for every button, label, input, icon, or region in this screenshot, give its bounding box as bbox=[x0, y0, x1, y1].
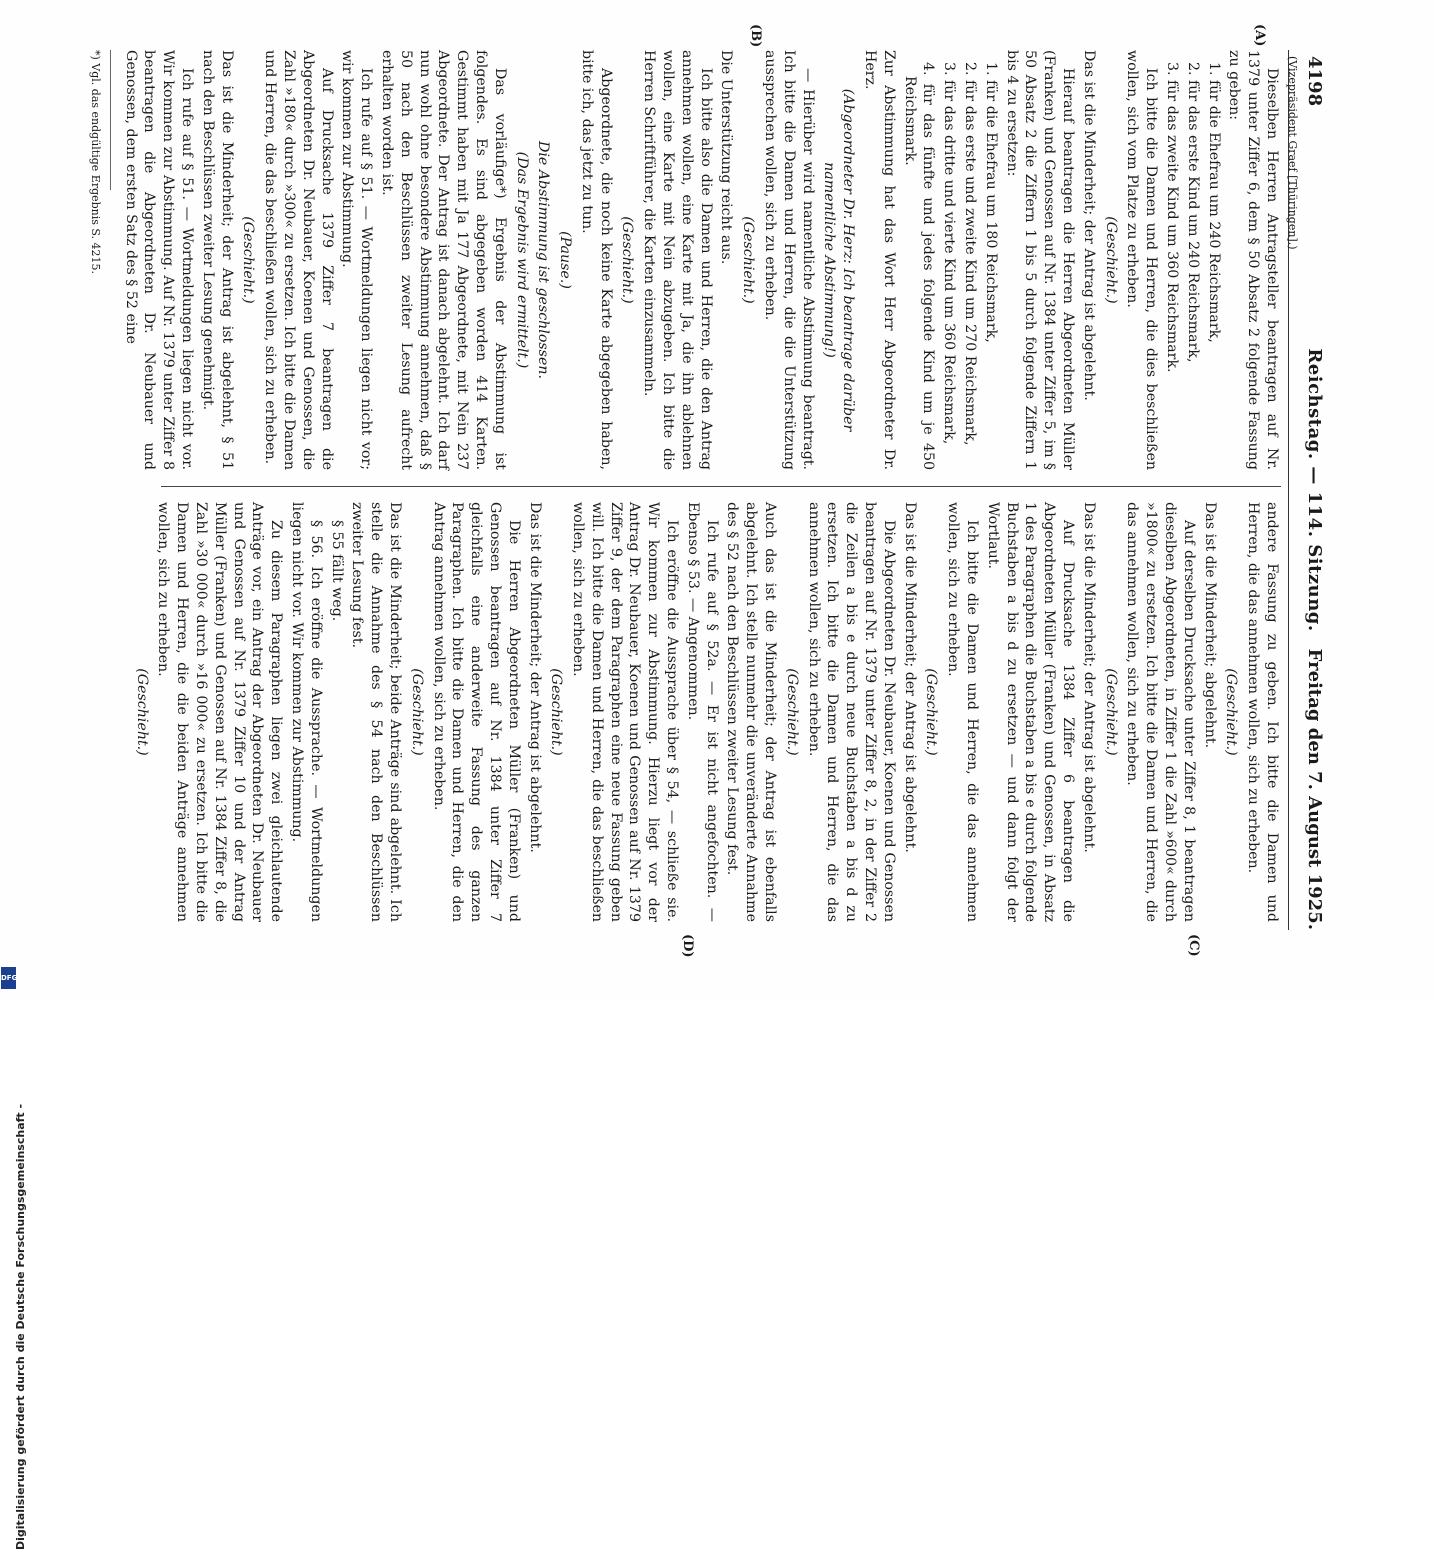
paragraph: Die Herren Abgeordneten Müller (Franken) und Genossen beantragen auf Nr. 1384 unter Ziffer 7 gleichfalls eine anderweite Fassung des ganzen Paragraphen. Ich bitte die Damen und Herren, die den Antrag annehmen wollen, sich zu erheben. bbox=[430, 502, 522, 922]
column-divider bbox=[161, 486, 1281, 487]
paragraph: Die Abstimmung ist geschlossen. bbox=[535, 141, 552, 379]
list-item: 1. für die Ehefrau um 240 Reichsmark, bbox=[1205, 62, 1222, 343]
paragraph: Dieselben Herren Antragsteller beantragen auf Nr. 1379 unter Ziffer 6, dem § 50 Absatz 2 folgende Fassung zu geben: bbox=[1226, 50, 1280, 470]
paragraph: Ich eröffne die Aussprache über § 54, — schließe sie. Wir kommen zur Abstimmung. Hierzu liegt vor der Antrag Dr. Neubauer, Koenen und Genossen auf Nr. 1379 Ziffer 9, der dem Paragraphen eine neue Fassung geben will. Ich bitte die Damen und Herren, die das beschließen wollen, sich zu erheben. bbox=[570, 502, 681, 922]
dfg-logo: DFG bbox=[1, 967, 16, 989]
stage-direction: (Geschieht.) bbox=[133, 668, 150, 756]
margin-letter-d: (D) bbox=[680, 934, 695, 958]
stage-direction: (Geschieht.) bbox=[619, 216, 636, 304]
paragraph: Abgeordnete, die noch keine Karte abgegeben haben, bitte ich, das jetzt zu tun. bbox=[578, 50, 614, 470]
list-item: 2. für das erste Kind um 240 Reichsmark, bbox=[1184, 62, 1201, 363]
paragraph: Hierauf beantragen die Herren Abgeordneten Müller (Franken) und Genossen auf Nr. 1384 unter Ziffer 5, im § 50 Absatz 2 die Ziffern 1 bis 5 durch folgende Ziffern 1 bis 4 zu ersetzen: bbox=[1003, 50, 1077, 470]
list-item: 1. für die Ehefrau um 180 Reichsmark, bbox=[982, 62, 999, 343]
list-item: 3. für das zweite Kind um 360 Reichsmark. bbox=[1164, 62, 1181, 373]
list-item: 2. für das erste und zweite Kind um 270 Reichsmark, bbox=[962, 62, 979, 446]
stage-direction: (Geschieht.) bbox=[240, 216, 257, 304]
stage-direction: (Das Ergebnis wird ermittelt.) bbox=[513, 151, 530, 369]
paragraph: Auch das ist die Minderheit; der Antrag ist ebenfalls abgelehnt. Ich stelle nunmehr die unveränderte Annahme des § 52 nach den Beschlüssen zweiter Lesung fest. bbox=[724, 502, 779, 922]
digitization-text: Digitalisierung gefördert durch die Deutsche Forschungsgemeinschaft - bbox=[14, 1103, 27, 1550]
paragraph: Das ist die Minderheit; abgelehnt. bbox=[1201, 502, 1218, 749]
stage-direction: (Geschieht.) bbox=[1102, 216, 1119, 304]
paragraph: Das vorläufige*) Ergebnis der Abstimmung ist folgendes. Es sind abgegeben worden 414 Karten. Gestimmt haben mit Ja 177 Abgeordnete, mit Nein 237 Abgeordnete. Der Antrag ist danach abgelehnt. Ich darf nun wohl ohne besondere Abstimmung annehmen, daß § 50 nach den Beschlüssen zweiter Lesung aufrecht erhalten worden ist. bbox=[378, 50, 508, 470]
paragraph: Auf derselben Drucksache unter Ziffer 8, 1 beantragen dieselben Abgeordneten, in Ziffer 1 die Zahl »600« durch »1800« zu ersetzen. Ich bitte die Damen und Herren, die das annehmen wollen, sich zu erheben. bbox=[1124, 502, 1197, 922]
left-column bbox=[88, 50, 1281, 470]
header-title: Reichstag. — 114. Sitzung. bbox=[1304, 348, 1325, 632]
stage-direction: (Pause.) bbox=[557, 231, 574, 289]
paragraph: andere Fassung zu geben. Ich bitte die Damen und Herren, die das annehmen wollen, sich zu erheben. bbox=[1245, 502, 1280, 922]
paragraph: Ich rufe auf § 51. — Wortmeldungen liegen nicht vor. Wir kommen zur Abstimmung. Auf Nr. 1379 unter Ziffer 8 beantragen die Abgeordneten Dr. Neubauer und Genossen, dem ersten Satz des § 52 eine bbox=[122, 50, 195, 470]
paragraph: — Hierüber wird namentliche Abstimmung beantragt. Ich bitte die Damen und Herren, die die Unterstützung aussprechen wollen, sich zu erheben. bbox=[762, 50, 816, 470]
digitization-note bbox=[0, 560, 27, 1550]
stage-direction: (Geschieht.) bbox=[740, 216, 757, 304]
paragraph: Das ist die Minderheit; der Antrag ist abgelehnt. bbox=[901, 502, 918, 853]
paragraph: Das ist die Minderheit; der Antrag ist abgelehnt. bbox=[526, 502, 543, 853]
paragraph: Das ist die Minderheit; der Antrag ist abgelehnt. bbox=[1080, 50, 1097, 401]
list-item: 3. für das dritte und vierte Kind um 360 Reichsmark, bbox=[941, 62, 958, 445]
stage-direction: (Geschieht.) bbox=[1223, 668, 1240, 756]
header-speaker: (Vizepräsident Graef [Thüringen].) bbox=[1286, 56, 1299, 250]
paragraph: Das ist die Minderheit; beide Anträge sind abgelehnt. Ich stelle die Annahme des § 54 nach den Beschlüssen zweiter Lesung fest. bbox=[349, 502, 403, 922]
stage-direction: (Geschieht.) bbox=[923, 668, 940, 756]
paragraph: Die Unterstützung reicht aus. bbox=[718, 50, 735, 265]
paragraph: § 56. Ich eröffne die Aussprache. — Wortmeldungen liegen nicht vor. Wir kommen zur Abstimmung. bbox=[288, 502, 324, 922]
page-number: 4198 bbox=[1304, 56, 1325, 107]
paragraph: Ich bitte also die Damen und Herren, die den Antrag annehmen wollen, eine Karte mit Ja, die ihn ablehnen wollen, eine Karte mit Nein abzugeben. Ich bitte die Herren Schriftführer, die Karten einzusammeln. bbox=[641, 50, 714, 470]
paragraph: Auf Drucksache 1384 Ziffer 6 beantragen die Abgeordneten Müller (Franken) und Genossen, in Absatz 1 des Paragraphen die Buchstaben a bis e durch folgende Buchstaben a bis d zu ersetzen — und dann folgt der Wortlaut. bbox=[984, 502, 1077, 922]
paragraph: Das ist die Minderheit; der Antrag ist abgelehnt. bbox=[1080, 502, 1097, 853]
paragraph: Die Abgeordneten Dr. Neubauer, Koenen und Genossen beantragen auf Nr. 1379 unter Ziffer 8, 2, in der Ziffer 2 die Zeilen a bis e durch neue Buchstaben a bis d zu ersetzen. Ich bitte die Damen und Herren, die das annehmen wollen, sich zu erheben. bbox=[805, 502, 897, 922]
rotated-page-content bbox=[88, 24, 1333, 958]
right-column bbox=[133, 502, 1281, 922]
margin-letter-c: (C) bbox=[1186, 934, 1201, 957]
stage-direction: (Geschieht.) bbox=[783, 668, 800, 756]
paragraph: Auf Drucksache 1379 Ziffer 7 beantragen die Abgeordneten Dr. Neubauer, Koenen und Genossen, die Zahl »180« durch »300« zu ersetzen. Ich bitte die Damen und Herren, die das beschließen wollen, sich zu erheben. bbox=[262, 50, 335, 470]
margin-letter-b: (B) bbox=[748, 24, 763, 48]
paragraph: § 55 fällt weg. bbox=[328, 520, 345, 622]
paragraph: Zu diesem Paragraphen liegen zwei gleichlautende Anträge vor, ein Antrag der Abgeordneten Dr. Neubauer und Genossen auf Nr. 1379 Ziffer 10 und der Antrag Müller (Franken) und Genossen auf Nr. 1384 Ziffer 8, die Zahl »30 000« durch »16 000« zu ersetzen. Ich bitte die Damen und Herren, die die beiden Anträge annehmen wollen, sich zu erheben. bbox=[155, 502, 285, 922]
stage-direction: (Abgeordneter Dr. Herz: Ich beantrage darüber namentliche Abstimmung!) bbox=[821, 88, 857, 432]
margin-letter-a: (A) bbox=[1252, 24, 1267, 47]
list-item: 4. für das fünfte und jedes folgende Kind um je 450 Reichsmark. bbox=[901, 62, 937, 470]
paragraph: Ich rufe auf § 51. — Wortmeldungen liegen nicht vor; wir kommen zur Abstimmung. bbox=[339, 50, 375, 470]
paragraph: Zur Abstimmung hat das Wort Herr Abgeordneter Dr. Herz. bbox=[862, 50, 897, 470]
running-header bbox=[1288, 50, 1333, 930]
header-date: Freitag den 7. August 1925. bbox=[1304, 648, 1325, 930]
paragraph: Ich rufe auf § 52a. — Er ist nicht angefochten. — Ebenso § 53. — Angenommen. bbox=[684, 502, 720, 922]
stage-direction: (Geschieht.) bbox=[408, 668, 425, 756]
footnote: *) Vgl. das endgültige Ergebnis S. 4215. bbox=[85, 50, 111, 190]
stage-direction: (Geschieht.) bbox=[1102, 668, 1119, 756]
paragraph: Ich bitte die Damen und Herren, die das annehmen wollen, sich zu erheben. bbox=[945, 502, 981, 922]
stage-direction: (Geschieht.) bbox=[548, 668, 565, 756]
paragraph: Das ist die Minderheit; der Antrag ist abgelehnt, § 51 nach den Beschlüssen zweiter Lesung genehmigt. bbox=[199, 50, 235, 470]
paragraph: Ich bitte die Damen und Herren, die dies beschließen wollen, sich vom Platze zu erheben. bbox=[1124, 50, 1160, 470]
